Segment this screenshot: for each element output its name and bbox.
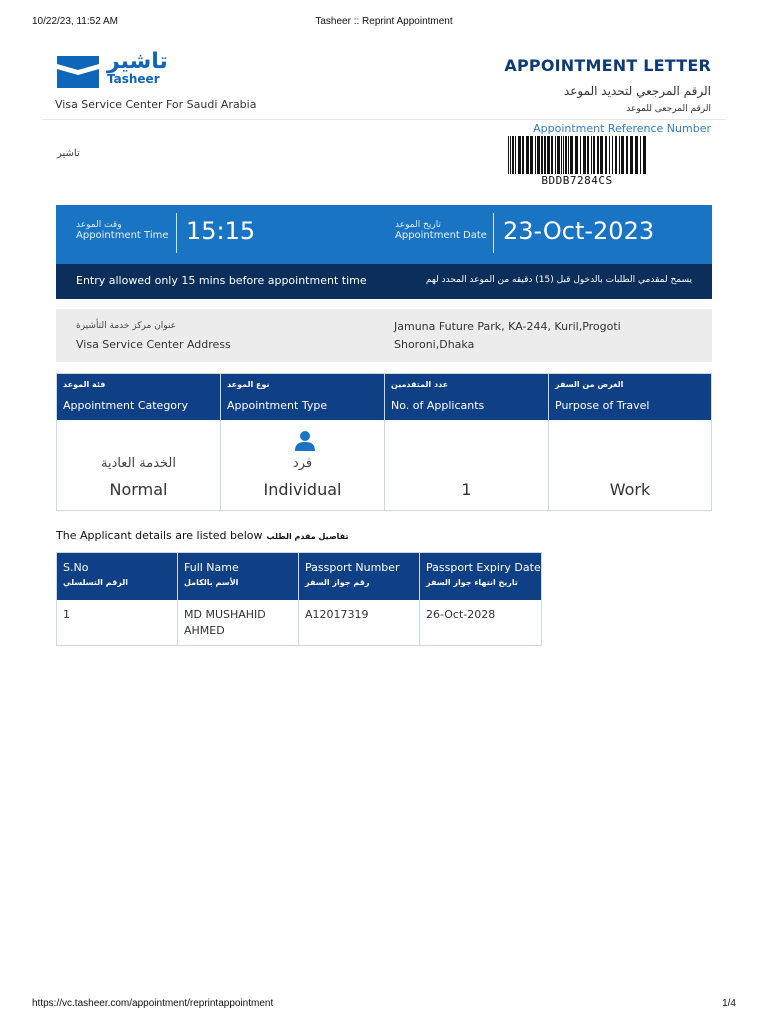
passport-expiry-column xyxy=(419,553,541,645)
address-line-1: Jamuna Future Park, KA-244, Kuril,Progoti xyxy=(394,320,621,333)
appointment-date-label-en: Appointment Date xyxy=(395,230,487,241)
barcode-bar xyxy=(593,136,595,174)
barcode-bar xyxy=(600,136,603,174)
reference-label-en: Appointment Reference Number xyxy=(533,122,711,135)
barcode-bar xyxy=(512,136,514,174)
appointment-type-column xyxy=(220,374,384,510)
barcode-bar xyxy=(547,136,550,174)
barcode-image xyxy=(508,136,646,174)
appointment-category-column xyxy=(57,374,220,510)
barcode-bar xyxy=(580,136,581,174)
column-header-ar: الرقم التسلسلي xyxy=(63,578,128,587)
column-header-en: Appointment Category xyxy=(63,399,189,412)
column-header-en: S.No xyxy=(63,561,89,574)
barcode-bar xyxy=(643,136,646,174)
address-line-2: Shoroni,Dhaka xyxy=(394,338,475,351)
barcode-bar xyxy=(518,136,521,174)
barcode-bar xyxy=(621,136,624,174)
barcode-bar xyxy=(568,136,569,174)
barcode-bar xyxy=(619,136,620,174)
reference-number: BDDB7284CS xyxy=(541,174,613,187)
barcode-bar xyxy=(605,136,607,174)
appointment-banner xyxy=(56,205,712,299)
column-header-en: Passport Expiry Date xyxy=(426,561,541,574)
table-cell-passport-number: A12017319 xyxy=(305,608,369,621)
appointment-type-value: Individual xyxy=(263,480,342,499)
barcode-bar xyxy=(565,136,567,174)
appointment-time-date-bar xyxy=(56,205,712,264)
barcode-bar xyxy=(526,136,529,174)
barcode-bar xyxy=(612,136,613,174)
logo-english-text: Tasheer xyxy=(107,72,160,86)
barcode-bar xyxy=(597,136,599,174)
logo-arabic-text: تاشير xyxy=(107,49,168,74)
barcode-bar xyxy=(575,136,578,174)
column-header-ar: رقم جواز السفر xyxy=(305,578,370,587)
table-cell-serial-number: 1 xyxy=(63,608,70,621)
barcode-bar xyxy=(510,136,511,174)
column-header-en: Full Name xyxy=(184,561,239,574)
column-header-en: Passport Number xyxy=(305,561,400,574)
barcode-bar xyxy=(537,136,540,174)
column-header-en: Appointment Type xyxy=(227,399,328,412)
page-title: APPOINTMENT LETTER xyxy=(504,56,711,75)
applicant-table xyxy=(56,552,542,646)
full-name-line-1: MD MUSHAHID xyxy=(184,608,266,621)
tasheer-arabic-small: تاشير xyxy=(57,148,80,159)
applicant-section-title xyxy=(56,529,348,542)
reference-label-ar-secondary: الرقم المرجعى للموعد xyxy=(626,104,711,114)
barcode-bar xyxy=(583,136,586,174)
appointment-category-value: Normal xyxy=(109,480,168,499)
tasheer-logo xyxy=(55,49,168,96)
barcode-bar xyxy=(541,136,543,174)
barcode-bar xyxy=(530,136,533,174)
entry-note-en: Entry allowed only 15 mins before appointment time xyxy=(76,274,367,287)
barcode-bar xyxy=(551,136,553,174)
barcode-bar xyxy=(615,136,617,174)
reference-label-ar-primary: الرقم المرجعي لتحديد الموعد xyxy=(563,84,711,98)
barcode-bar xyxy=(587,136,589,174)
barcode-bar xyxy=(508,136,509,174)
header-divider xyxy=(42,119,726,120)
barcode-bar xyxy=(535,136,536,174)
table-cell-full-name xyxy=(184,607,266,639)
column-header-ar: عدد المتقدمين xyxy=(391,380,449,389)
barcode-bar xyxy=(515,136,516,174)
date-divider xyxy=(493,213,494,253)
service-center-address xyxy=(56,309,712,362)
column-header-en: No. of Applicants xyxy=(391,399,485,412)
column-header-ar: تاريخ انتهاء جواز السفر xyxy=(426,578,518,587)
person-icon xyxy=(294,430,316,452)
purpose-of-travel-column xyxy=(548,374,711,510)
print-page-number: 1/4 xyxy=(722,998,736,1009)
barcode-bar xyxy=(563,136,564,174)
barcode-bar xyxy=(555,136,556,174)
applicant-count-column xyxy=(384,374,548,510)
appointment-date-value: 23-Oct-2023 xyxy=(503,217,655,245)
full-name-line-2: AHMED xyxy=(184,624,225,637)
tasheer-logo-mark-icon xyxy=(55,52,101,92)
appointment-date-label-ar: تاريخ الموعد xyxy=(395,220,441,230)
appointment-time-label-en: Appointment Time xyxy=(76,230,169,241)
applicant-section-title-ar: تفاصيل مقدم الطلب xyxy=(266,532,349,541)
applicant-section-title-en: The Applicant details are listed below xyxy=(56,529,263,542)
print-header xyxy=(32,16,736,30)
print-url: https://vc.tasheer.com/appointment/reprintappointment xyxy=(32,998,274,1009)
time-divider xyxy=(176,213,177,253)
address-label-en: Visa Service Center Address xyxy=(76,338,231,351)
print-footer xyxy=(32,998,736,1012)
purpose-of-travel-value: Work xyxy=(609,480,651,499)
barcode-bar xyxy=(626,136,628,174)
print-page-title: Tasheer :: Reprint Appointment xyxy=(315,16,453,27)
column-header-ar: الأسم بالكامل xyxy=(184,578,239,587)
appointment-type-value-ar: فرد xyxy=(292,456,313,471)
column-header-en: Purpose of Travel xyxy=(555,399,650,412)
address-label-ar: عنوان مركز خدمة التأشيرة xyxy=(76,321,177,331)
appointment-category-value-ar: الخدمة العادية xyxy=(100,456,177,471)
barcode-bar xyxy=(609,136,610,174)
barcode-bar xyxy=(522,136,524,174)
barcode-bar xyxy=(561,136,562,174)
barcode-bar xyxy=(570,136,573,174)
table-cell-passport-expiry: 26-Oct-2028 xyxy=(426,608,496,621)
appointment-time-value: 15:15 xyxy=(186,217,256,245)
visa-service-center-label: Visa Service Center For Saudi Arabia xyxy=(55,98,257,111)
full-name-column xyxy=(177,553,298,645)
appointment-time-labels xyxy=(76,220,169,241)
appointment-details-table xyxy=(56,373,712,511)
barcode-bar xyxy=(544,136,546,174)
barcode-bar xyxy=(591,136,592,174)
column-header-ar: الغرض من السفر xyxy=(555,380,624,389)
barcode-bar xyxy=(630,136,633,174)
print-datetime: 10/22/23, 11:52 AM xyxy=(32,16,118,27)
entry-note-bar xyxy=(56,264,712,299)
passport-number-column xyxy=(298,553,419,645)
column-header-ar: نوع الموعد xyxy=(227,380,270,389)
barcode-bar xyxy=(635,136,638,174)
appointment-date-labels xyxy=(395,220,487,241)
appointment-time-label-ar: وقت الموعد xyxy=(76,220,122,230)
applicant-count-value: 1 xyxy=(461,480,472,499)
entry-note-ar: يسمح لمقدمي الطلبات بالدخول قبل (15) دقيقه من الموعد المحدد لهم xyxy=(425,275,692,285)
barcode-bar xyxy=(557,136,560,174)
serial-number-column xyxy=(57,553,177,645)
column-header-ar: فئة الموعد xyxy=(63,380,106,389)
barcode-bar xyxy=(640,136,641,174)
